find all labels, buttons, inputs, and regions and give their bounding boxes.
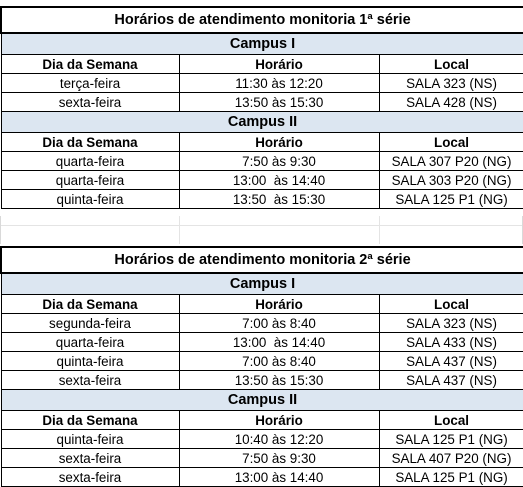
cell-day: sexta-feira: [1, 93, 179, 112]
table-row: [1, 152, 523, 171]
cell-time: 7:50 às 9:30: [179, 449, 379, 468]
cell-time: 13:00 às 14:40: [179, 171, 379, 190]
cell-time: 7:00 às 8:40: [179, 352, 379, 371]
table-title: Horários de atendimento monitoria 1ª série: [1, 7, 523, 33]
campus-header-row: [1, 112, 523, 133]
column-header-row: [1, 133, 523, 152]
cell-day: quinta-feira: [1, 430, 179, 449]
cell-place: SALA 125 P1 (NG): [379, 468, 523, 487]
cell-day: quarta-feira: [1, 171, 179, 190]
cell-time: 10:40 às 12:20: [179, 430, 379, 449]
table-row: [1, 333, 523, 352]
cell-place: SALA 437 (NS): [379, 352, 523, 371]
table-row: [1, 190, 523, 209]
table-row: [1, 171, 523, 190]
column-header-time: Horário: [179, 411, 379, 430]
column-header-time: Horário: [179, 295, 379, 314]
column-header-row: [1, 55, 523, 74]
column-header-row: [1, 295, 523, 314]
campus-name: Campus II: [1, 112, 523, 133]
table-row: [1, 352, 523, 371]
campus-header-row: [1, 273, 523, 295]
cell-time: 7:50 às 9:30: [179, 152, 379, 171]
table-row: [1, 371, 523, 390]
gridline: [379, 216, 380, 244]
table-row: [1, 430, 523, 449]
table-row: [1, 468, 523, 487]
table-title: Horários de atendimento monitoria 2ª série: [1, 247, 523, 273]
cell-place: SALA 323 (NS): [379, 74, 523, 93]
campus-name: Campus I: [1, 33, 523, 55]
cell-time: 13:50 às 15:30: [179, 371, 379, 390]
column-header-day: Dia da Semana: [1, 55, 179, 74]
cell-time: 13:00 às 14:40: [179, 468, 379, 487]
cell-day: quinta-feira: [1, 190, 179, 209]
table-body: [1, 7, 523, 209]
cell-place: SALA 307 P20 (NG): [379, 152, 523, 171]
column-header-time: Horário: [179, 133, 379, 152]
gridline: [179, 216, 180, 244]
table-title-row: [1, 7, 523, 33]
cell-place: SALA 125 P1 (NG): [379, 190, 523, 209]
cell-day: terça-feira: [1, 74, 179, 93]
spreadsheet-gridlines: [0, 216, 523, 244]
cell-day: sexta-feira: [1, 449, 179, 468]
cell-place: SALA 433 (NS): [379, 333, 523, 352]
table-body: [1, 247, 523, 487]
cell-day: quarta-feira: [1, 333, 179, 352]
schedule-table-1st-grade: [0, 6, 523, 209]
campus-header-row: [1, 33, 523, 55]
table-row: [1, 74, 523, 93]
column-header-day: Dia da Semana: [1, 411, 179, 430]
cell-day: sexta-feira: [1, 371, 179, 390]
cell-place: SALA 303 P20 (NG): [379, 171, 523, 190]
table-row: [1, 93, 523, 112]
cell-time: 7:00 às 8:40: [179, 314, 379, 333]
gridline: [1, 225, 522, 226]
cell-time: 13:50 às 15:30: [179, 93, 379, 112]
campus-header-row: [1, 390, 523, 411]
cell-day: quinta-feira: [1, 352, 179, 371]
cell-day: quarta-feira: [1, 152, 179, 171]
cell-time: 13:50 às 15:30: [179, 190, 379, 209]
cell-place: SALA 125 P1 (NG): [379, 430, 523, 449]
cell-place: SALA 407 P20 (NG): [379, 449, 523, 468]
cell-day: sexta-feira: [1, 468, 179, 487]
table-row: [1, 314, 523, 333]
campus-name: Campus II: [1, 390, 523, 411]
column-header-day: Dia da Semana: [1, 295, 179, 314]
column-header-row: [1, 411, 523, 430]
column-header-place: Local: [379, 411, 523, 430]
cell-place: SALA 437 (NS): [379, 371, 523, 390]
column-header-place: Local: [379, 55, 523, 74]
column-header-day: Dia da Semana: [1, 133, 179, 152]
campus-name: Campus I: [1, 273, 523, 295]
cell-time: 13:00 às 14:40: [179, 333, 379, 352]
cell-day: segunda-feira: [1, 314, 179, 333]
schedule-table-2nd-grade: [0, 246, 523, 487]
column-header-place: Local: [379, 133, 523, 152]
column-header-time: Horário: [179, 55, 379, 74]
table-title-row: [1, 247, 523, 273]
table-row: [1, 449, 523, 468]
cell-place: SALA 428 (NS): [379, 93, 523, 112]
cell-place: SALA 323 (NS): [379, 314, 523, 333]
column-header-place: Local: [379, 295, 523, 314]
cell-time: 11:30 às 12:20: [179, 74, 379, 93]
